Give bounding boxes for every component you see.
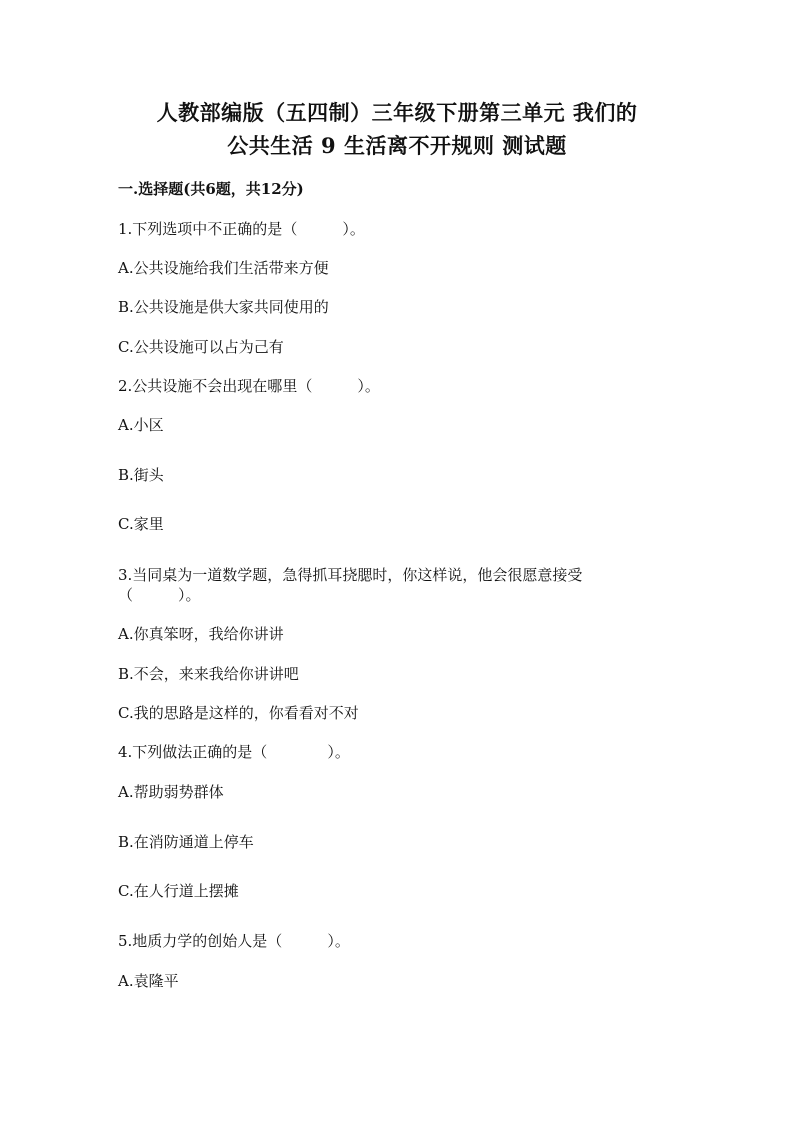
document-title-line-2: 公共生活 9 生活离不开规则 测试题 — [227, 133, 567, 158]
document-title-line-1: 人教部编版（五四制）三年级下册第三单元 我们的 — [156, 100, 638, 125]
question-3-stem-continuation: （ ）。 — [118, 586, 201, 604]
question-4-stem: 4.下列做法正确的是（ ）。 — [118, 743, 350, 761]
question-3-option-a: A.你真笨呀，我给你讲讲 — [118, 625, 284, 643]
question-2-stem: 2.公共设施不会出现在哪里（ ）。 — [118, 377, 380, 395]
question-4-option-a: A.帮助弱势群体 — [118, 783, 224, 801]
question-3-stem: 3.当同桌为一道数学题，急得抓耳挠腮时，你这样说，他会很愿意接受 — [118, 566, 583, 584]
question-2-option-a: A.小区 — [118, 416, 164, 434]
question-4-option-b: B.在消防通道上停车 — [118, 833, 254, 851]
question-2-option-c: C.家里 — [118, 515, 164, 533]
question-1-option-a: A.公共设施给我们生活带来方便 — [118, 259, 329, 277]
question-4-option-c: C.在人行道上摆摊 — [118, 882, 239, 900]
question-5-option-a: A.袁隆平 — [118, 972, 179, 990]
question-1-stem: 1.下列选项中不正确的是（ ）。 — [118, 220, 365, 238]
question-3-option-c: C.我的思路是这样的，你看看对不对 — [118, 704, 359, 722]
question-1-option-b: B.公共设施是供大家共同使用的 — [118, 298, 329, 316]
question-2-option-b: B.街头 — [118, 466, 164, 484]
question-5-stem: 5.地质力学的创始人是（ ）。 — [118, 932, 350, 950]
question-3-option-b: B.不会，来来我给你讲讲吧 — [118, 665, 299, 683]
section-heading: 一.选择题(共6题，共12分) — [118, 180, 304, 198]
question-1-option-c: C.公共设施可以占为己有 — [118, 338, 284, 356]
